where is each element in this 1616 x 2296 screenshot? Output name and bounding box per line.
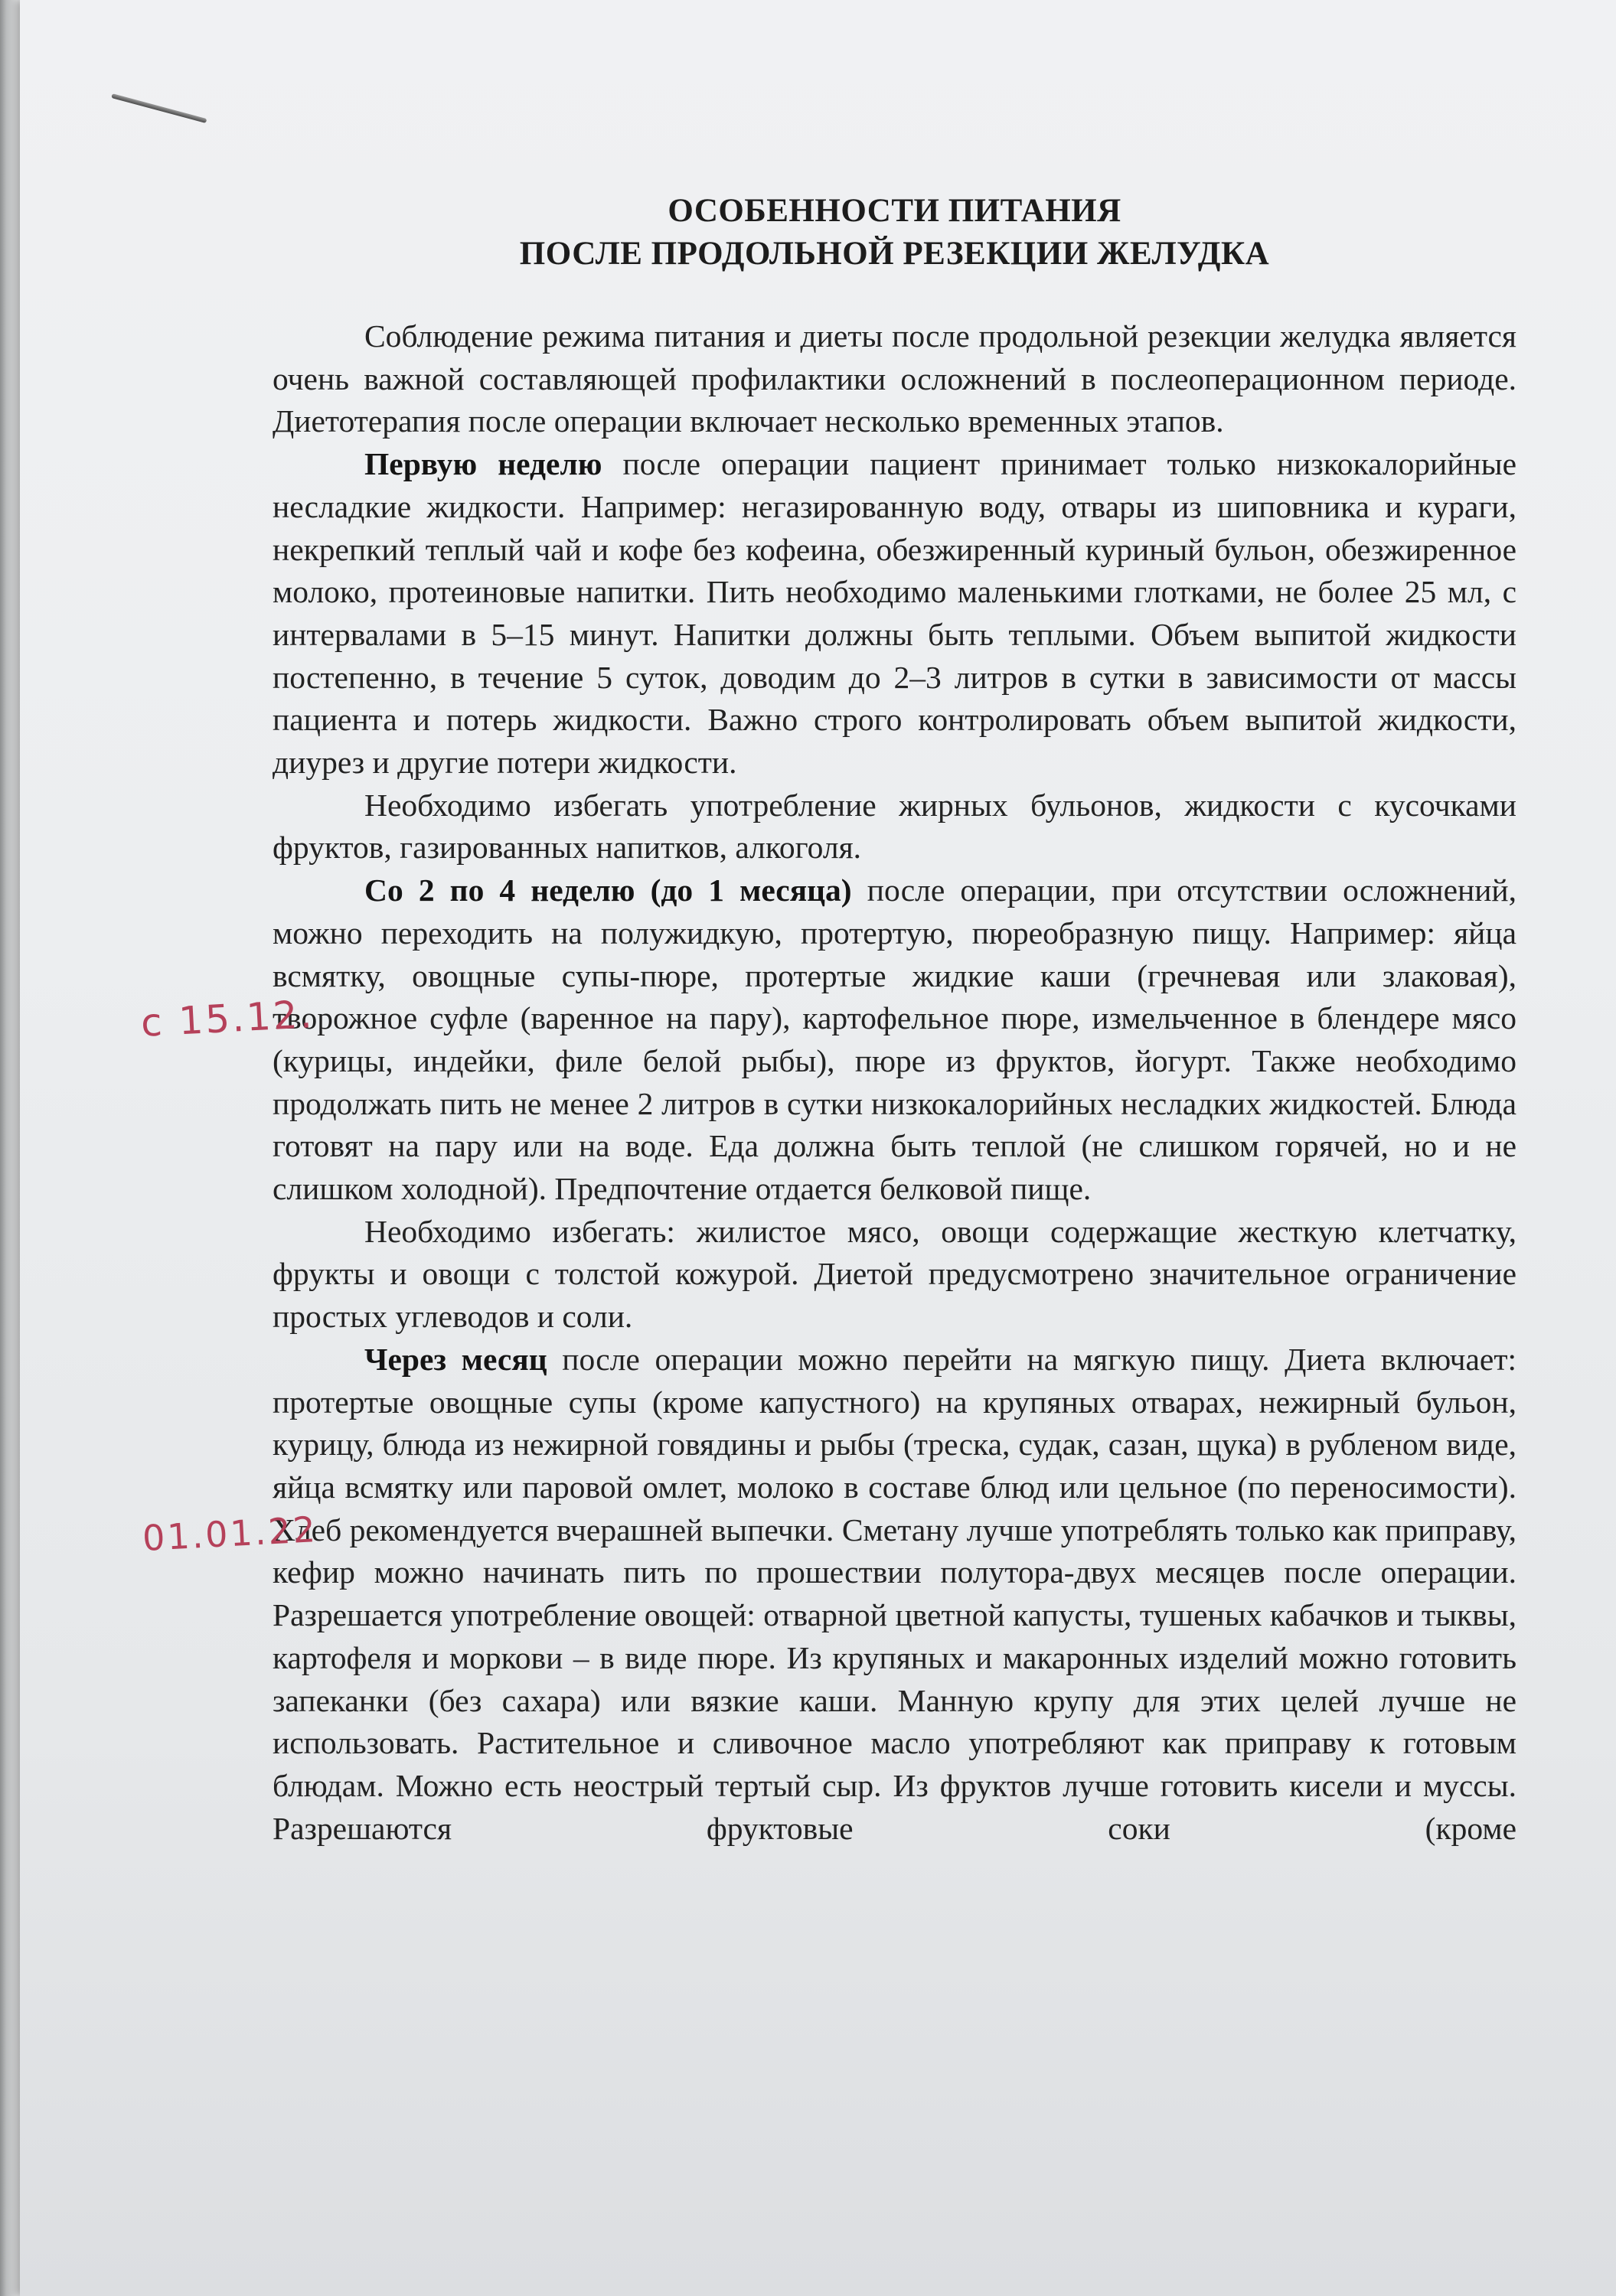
stage3-lead: Через месяц <box>364 1341 547 1377</box>
paper-sheet <box>20 0 1616 2296</box>
title-line-1: ОСОБЕННОСТИ ПИТАНИЯ <box>668 193 1121 229</box>
document-title <box>273 190 1516 276</box>
stage1-paragraph <box>273 443 1516 784</box>
document-body <box>273 315 1516 1850</box>
stage3-paragraph <box>273 1339 1516 1850</box>
stage1-avoid-paragraph: Необходимо избегать употребление жирных бульонов, жидкости с кусочками фруктов, газированных напитков, алкоголя. <box>273 787 1516 866</box>
staple <box>111 93 207 123</box>
stage2-avoid-paragraph: Необходимо избегать: жилистое мясо, овощи содержащие жесткую клетчатку, фрукты и овощи с толстой кожурой. Диетой предусмотрено значительное ограничение простых углеводов и соли. <box>273 1213 1516 1335</box>
stage1-lead: Первую неделю <box>364 446 602 482</box>
handwritten-date-note-2: 01.01.22 <box>141 1508 319 1559</box>
handwritten-date-note-1: с 15.12. <box>139 992 315 1045</box>
stage2-text: после операции, при отсутствии осложнений, можно переходить на полужидкую, протертую, пюреобразную пищу. Например: яйца всмятку, овощные супы-пюре, протертые жидкие каши (гречневая или злаковая), творожное суфле (варенное на пару), картофельное пюре, измельченное в блендере мясо (курицы, индейки, филе белой рыбы), пюре из фруктов, йогурт. Также необходимо продолжать пить не менее 2 литров в сутки низкокалорийных несладких жидкостей. Блюда готовят на пару или на воде. Еда должна быть теплой (не слишком горячей, но и не слишком холодной). Предпочтение отдается белковой пище. <box>273 872 1517 1207</box>
intro-paragraph: Соблюдение режима питания и диеты после продольной резекции желудка является очень важной составляющей профилактики осложнений в послеоперационном периоде. Диетотерапия после операции включает несколько временных этапов. <box>273 318 1516 439</box>
stage3-text: после операции можно перейти на мягкую пищу. Диета включает: протертые овощные супы (кроме капустного) на крупяных отварах, нежирный бульон, курицу, блюда из нежирной говядины и рыбы (треска, судак, сазан, щука) в рубленом виде, яйца всмятку или паровой омлет, молоко в составе блюд или цельное (по переносимости). Хлеб рекомендуется вчерашней выпечки. Сметану лучше употреблять только как приправу, кефир можно начинать пить по прошествии полутора-двух месяцев после операции. Разрешается употребление овощей: отварной цветной капусты, тушеных кабачков и тыквы, картофеля и моркови – в виде пюре. Из крупяных и макаронных изделий можно готовить запеканки (без сахара) или вязкие каши. Манную крупу для этих целей лучше не использовать. Растительное и сливочное масло употребляют как приправу к готовым блюдам. Можно есть неострый тертый сыр. Из фруктов лучше готовить кисели и муссы. Разрешаются фруктовые соки (кроме <box>273 1341 1516 1846</box>
stage1-text: после операции пациент принимает только низкокалорийные несладкие жидкости. Например: негазированную воду, отвары из шиповника и кураги, некрепкий теплый чай и кофе без кофеина, обезжиренный куриный бульон, обезжиренное молоко, протеиновые напитки. Пить необходимо маленькими глотками, не более 25 мл, с интервалами в 5–15 минут. Напитки должны быть теплыми. Объем выпитой жидкости постепенно, в течение 5 суток, доводим до 2–3 литров в сутки в зависимости от массы пациента и потерь жидкости. Важно строго контролировать объем выпитой жидкости, диурез и другие потери жидкости. <box>273 446 1517 781</box>
title-line-2: ПОСЛЕ ПРОДОЛЬНОЙ РЕЗЕКЦИИ ЖЕЛУДКА <box>519 236 1270 272</box>
stage2-lead: Со 2 по 4 неделю (до 1 месяца) <box>364 872 852 908</box>
stage2-paragraph <box>273 869 1516 1211</box>
